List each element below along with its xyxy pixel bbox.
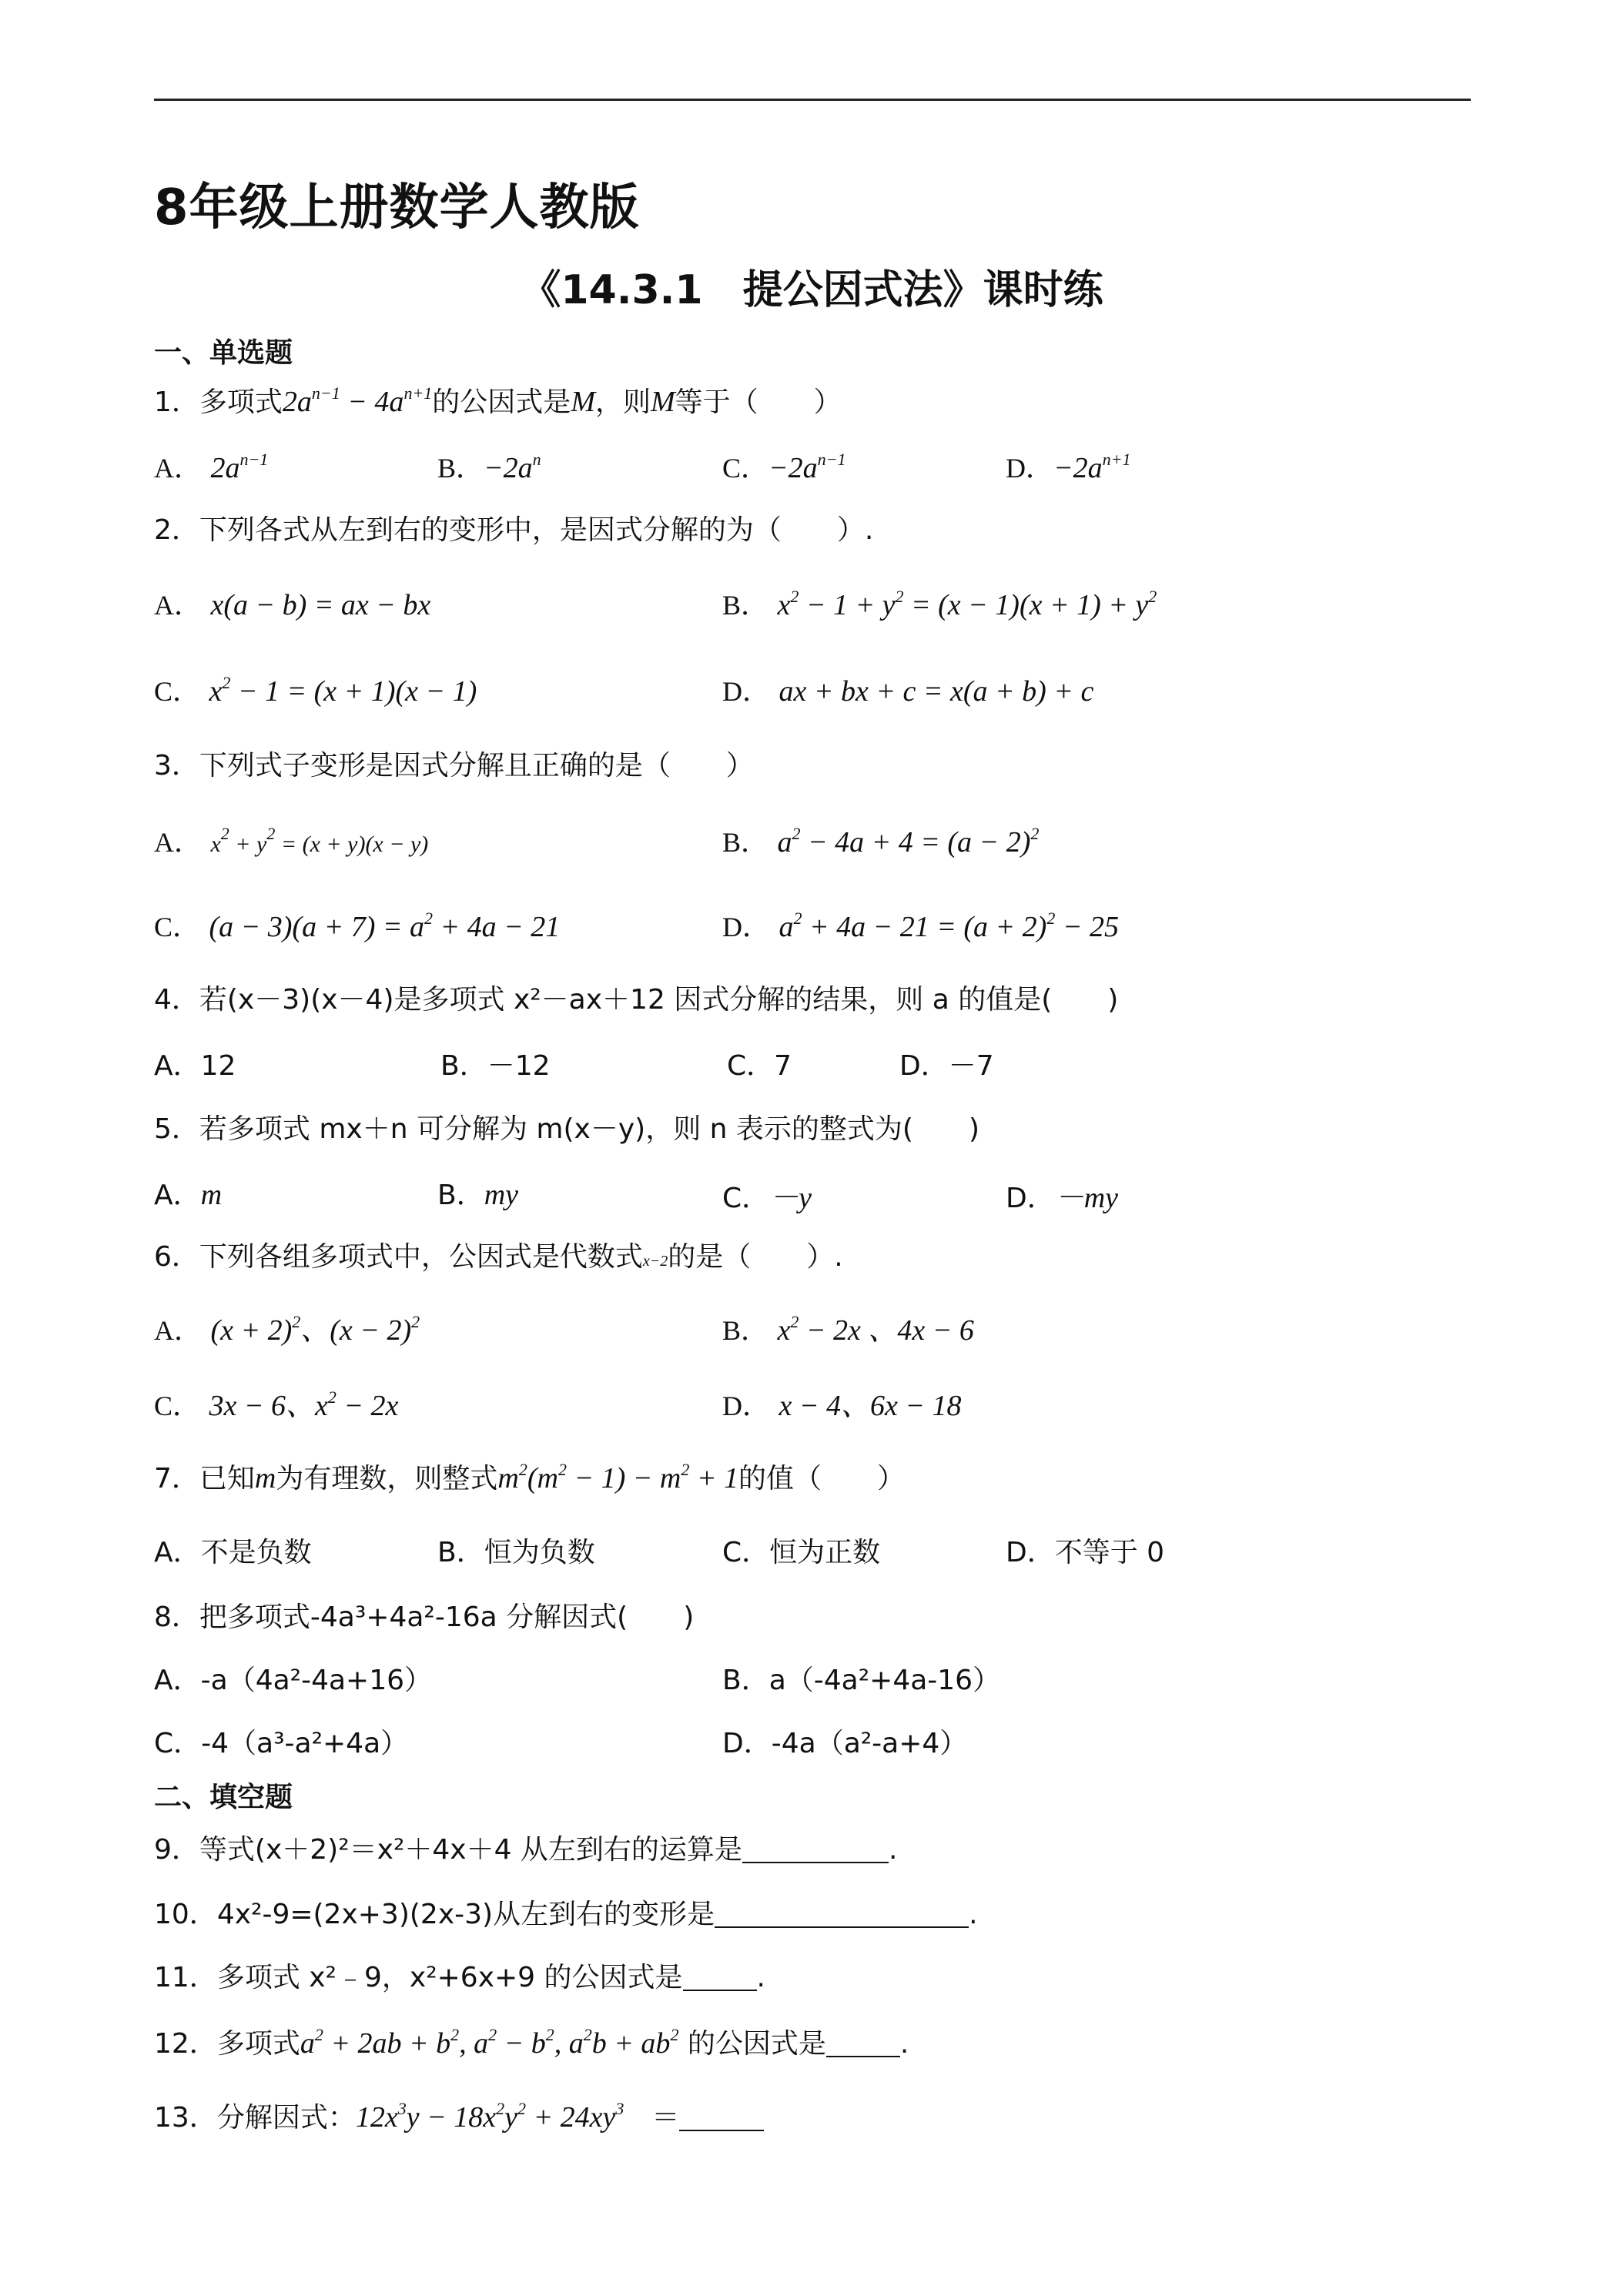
q7-option-b[interactable] [437, 1531, 595, 1570]
question-text: 把多项式-4a³+4a²-16a 分解因式( ) [199, 1602, 695, 1633]
question-11 [154, 1956, 765, 1995]
question-text: . [969, 1899, 978, 1930]
math-expression: $m^2(m^2 - 1) - m^2 + 1$ [497, 1460, 738, 1494]
option-text: 12 [200, 1050, 236, 1082]
question-number: 2． [154, 514, 199, 546]
option-math: $a^2 + 4a - 21 = (a + 2)^2 - 25$ [779, 909, 1119, 943]
question-text: . [756, 1962, 765, 1993]
option-key: A． [154, 1050, 201, 1082]
q8-option-d[interactable] [722, 1722, 967, 1761]
answer-blank[interactable] [715, 1903, 969, 1928]
math-expression: x−2 [642, 1253, 668, 1270]
option-math: $x^2 + y^2 = (x + y)(x - y)$ [210, 824, 429, 857]
question-3 [154, 744, 754, 783]
q2-option-d[interactable] [722, 670, 1093, 709]
option-math: $x^2 - 1 = (x + 1)(x - 1)$ [209, 673, 477, 708]
q4-option-c[interactable] [727, 1044, 792, 1083]
q2-option-b[interactable] [722, 584, 1157, 623]
answer-blank[interactable] [683, 1966, 757, 1991]
q5-option-d[interactable] [1006, 1173, 1118, 1216]
option-key: D． [1006, 453, 1053, 484]
question-text: 等式(x＋2)²＝x²＋4x＋4 从左到右的运算是 [199, 1834, 742, 1866]
option-text: 7 [774, 1050, 792, 1082]
question-text: ＝ [651, 2102, 680, 2134]
q3-option-b[interactable] [722, 821, 1039, 860]
header-rule [154, 99, 1471, 101]
option-text: －12 [487, 1050, 551, 1082]
question-9 [154, 1828, 897, 1867]
option-key: C． [154, 1391, 201, 1421]
option-key: B． [722, 1315, 769, 1346]
option-key: B． [437, 453, 484, 484]
option-math: $(x + 2)^2$、$(x - 2)^2$ [210, 1312, 420, 1347]
q5-option-c[interactable] [722, 1173, 812, 1216]
question-text: 多项式 [216, 2028, 300, 2060]
q7-option-a[interactable] [154, 1531, 312, 1570]
question-text: 4x²-9=(2x+3)(2x-3)从左到右的变形是 [216, 1899, 715, 1930]
math-variable: m [254, 1462, 276, 1494]
option-math: 3x − 6、$x^2 - 2x$ [209, 1387, 399, 1422]
q8-option-b[interactable] [722, 1658, 1000, 1698]
question-text: 的值（ ） [738, 1463, 906, 1494]
q5-option-a[interactable] [154, 1173, 222, 1213]
option-key: D． [899, 1050, 949, 1082]
question-text: . [888, 1834, 898, 1866]
option-key: D． [722, 1728, 772, 1759]
question-text: 分解因式： [216, 2102, 356, 2134]
option-math: x(a − b) = ax − bx [210, 589, 431, 621]
option-math: ax + bx + c = x(a + b) + c [779, 675, 1094, 708]
question-number: 10． [154, 1899, 217, 1930]
question-6 [154, 1235, 843, 1274]
q6-option-a[interactable] [154, 1306, 420, 1348]
q4-option-d[interactable] [899, 1044, 994, 1083]
math-expression: $2a^{n-1} - 4a^{n+1}$ [282, 383, 433, 418]
option-text: -4（a³-a²+4a） [201, 1728, 409, 1759]
option-text: －y [769, 1182, 812, 1214]
q7-option-c[interactable] [722, 1531, 880, 1570]
question-text: 若多项式 mx＋n 可分解为 m(x－y)，则 n 表示的整式为( ) [199, 1113, 979, 1145]
question-number: 12． [154, 2028, 217, 2060]
option-math: $-2a^{n+1}$ [1053, 450, 1131, 484]
option-key: C． [722, 1183, 770, 1214]
question-8 [154, 1595, 694, 1635]
math-expression: $12x^3y - 18x^2y^2 + 24xy^3$ [355, 2099, 624, 2134]
question-number: 4． [154, 984, 199, 1016]
question-text: 多项式 x²﹣9，x²+6x+9 的公因式是 [216, 1962, 683, 1993]
question-text: 下列式子变形是因式分解且正确的是（ ） [199, 750, 754, 782]
option-math: $(a - 3)(a + 7) = a^2 + 4a - 21$ [209, 909, 561, 943]
question-2 [154, 508, 873, 547]
math-expression: $a^2 + 2ab + b^2$, $a^2 - b^2$, $a^2b + ab^2$ [300, 2025, 679, 2060]
option-key: B． [440, 1050, 487, 1082]
option-key: A． [154, 1537, 201, 1568]
answer-blank[interactable] [679, 2107, 764, 2131]
math-variable: M [571, 386, 595, 418]
option-key: D． [722, 912, 770, 942]
q8-option-a[interactable] [154, 1658, 432, 1698]
option-text: －my [1054, 1182, 1119, 1214]
option-math: $x^2 - 1 + y^2 = (x - 1)(x + 1) + y^2$ [777, 587, 1157, 621]
q4-option-a[interactable] [154, 1044, 236, 1083]
option-key: C． [154, 912, 201, 942]
q4-option-b[interactable] [440, 1044, 551, 1083]
q3-option-d[interactable] [722, 905, 1119, 945]
question-number: 3． [154, 750, 199, 782]
q2-option-a[interactable] [154, 584, 430, 623]
q3-option-c[interactable] [154, 905, 560, 945]
answer-blank[interactable] [826, 2033, 900, 2057]
section-single-choice: 一、单选题 [154, 337, 293, 369]
page-title: 《14.3.1 提公因式法》课时练 [521, 267, 1103, 313]
question-number: 9． [154, 1834, 199, 1866]
option-text: 不等于 0 [1054, 1537, 1165, 1568]
option-key: C． [154, 676, 201, 707]
question-number: 5． [154, 1113, 199, 1145]
option-key: B． [722, 827, 769, 858]
option-key: A． [154, 827, 202, 858]
option-text: －7 [948, 1050, 994, 1082]
question-text: 等于（ ） [675, 387, 842, 418]
option-key: A． [154, 1315, 202, 1346]
option-math: x − 4、6x − 18 [779, 1390, 962, 1422]
option-key: A． [154, 590, 202, 621]
q2-option-c[interactable] [154, 670, 477, 709]
option-text: m [200, 1179, 223, 1211]
option-key: A． [154, 453, 202, 484]
option-key: C． [154, 1728, 202, 1759]
option-math: $2a^{n-1}$ [210, 450, 269, 484]
question-number: 8． [154, 1602, 199, 1633]
q6-option-d[interactable] [722, 1381, 961, 1424]
q3-option-a[interactable] [154, 821, 428, 860]
option-math: $-2a^n$ [484, 450, 541, 484]
question-1 [154, 380, 842, 420]
question-10 [154, 1893, 978, 1932]
option-key: B． [722, 590, 769, 621]
question-number: 7． [154, 1463, 199, 1494]
question-text: ，则 [594, 387, 651, 418]
option-text: 恒为负数 [484, 1537, 595, 1568]
q1-option-d[interactable] [1006, 447, 1131, 486]
q6-option-b[interactable] [722, 1306, 974, 1348]
math-variable: M [650, 386, 675, 418]
option-math: $a^2 - 4a + 4 = (a - 2)^2$ [777, 824, 1040, 858]
q7-option-d[interactable] [1006, 1531, 1164, 1570]
question-7 [154, 1457, 905, 1496]
question-number: 13． [154, 2102, 217, 2134]
option-math: $x^2 - 2x$ 、4x − 6 [777, 1312, 974, 1347]
question-text: 若(x－3)(x－4)是多项式 x²－ax＋12 因式分解的结果，则 a 的值是( ) [199, 984, 1119, 1016]
option-key: C． [727, 1050, 775, 1082]
option-key: D． [722, 1391, 770, 1421]
option-key: B． [437, 1180, 484, 1211]
question-4 [154, 978, 1118, 1017]
option-text: 不是负数 [200, 1537, 312, 1568]
question-text: . [899, 2028, 909, 2060]
option-text: 恒为正数 [769, 1537, 881, 1568]
option-text: my [484, 1179, 519, 1211]
question-text: 下列各组多项式中，公因式是代数式 [199, 1241, 643, 1273]
question-12 [154, 2022, 909, 2061]
option-key: D． [1006, 1183, 1055, 1214]
option-key: D． [722, 676, 770, 707]
option-key: B． [722, 1665, 769, 1696]
q1-option-a[interactable] [154, 447, 268, 486]
question-text: 下列各式从左到右的变形中，是因式分解的为（ ）. [199, 514, 874, 546]
question-number: 1． [154, 387, 199, 418]
option-text: -4a（a²-a+4） [771, 1728, 968, 1759]
section-fill-blank: 二、填空题 [154, 1782, 293, 1813]
option-key: C． [722, 1537, 770, 1568]
q6-option-c[interactable] [154, 1381, 398, 1424]
question-text: 的公因式是 [432, 387, 571, 418]
question-text: 为有理数，则整式 [276, 1463, 498, 1494]
option-text: -a（4a²-4a+16） [200, 1665, 433, 1696]
question-text: 的是（ ）. [668, 1241, 843, 1273]
option-key: B． [437, 1537, 484, 1568]
question-number: 6． [154, 1241, 199, 1273]
question-text: 多项式 [199, 387, 283, 418]
question-13 [154, 2096, 764, 2135]
q5-option-b[interactable] [437, 1173, 518, 1213]
option-key: A． [154, 1665, 201, 1696]
question-number: 11． [154, 1962, 217, 1993]
q1-option-b[interactable] [437, 447, 541, 486]
option-key: D． [1006, 1537, 1055, 1568]
option-text: a（-4a²+4a-16） [768, 1665, 1001, 1696]
option-math: $-2a^{n-1}$ [768, 450, 846, 484]
answer-blank[interactable] [742, 1839, 889, 1863]
q1-option-c[interactable] [722, 447, 846, 486]
question-text: 的公因式是 [687, 2028, 826, 2060]
q8-option-c[interactable] [154, 1722, 408, 1761]
question-text: 已知 [199, 1463, 255, 1494]
option-key: A． [154, 1180, 201, 1211]
grade-heading: 8年级上册数学人教版 [154, 179, 640, 236]
question-5 [154, 1107, 979, 1146]
option-key: C． [722, 453, 769, 484]
